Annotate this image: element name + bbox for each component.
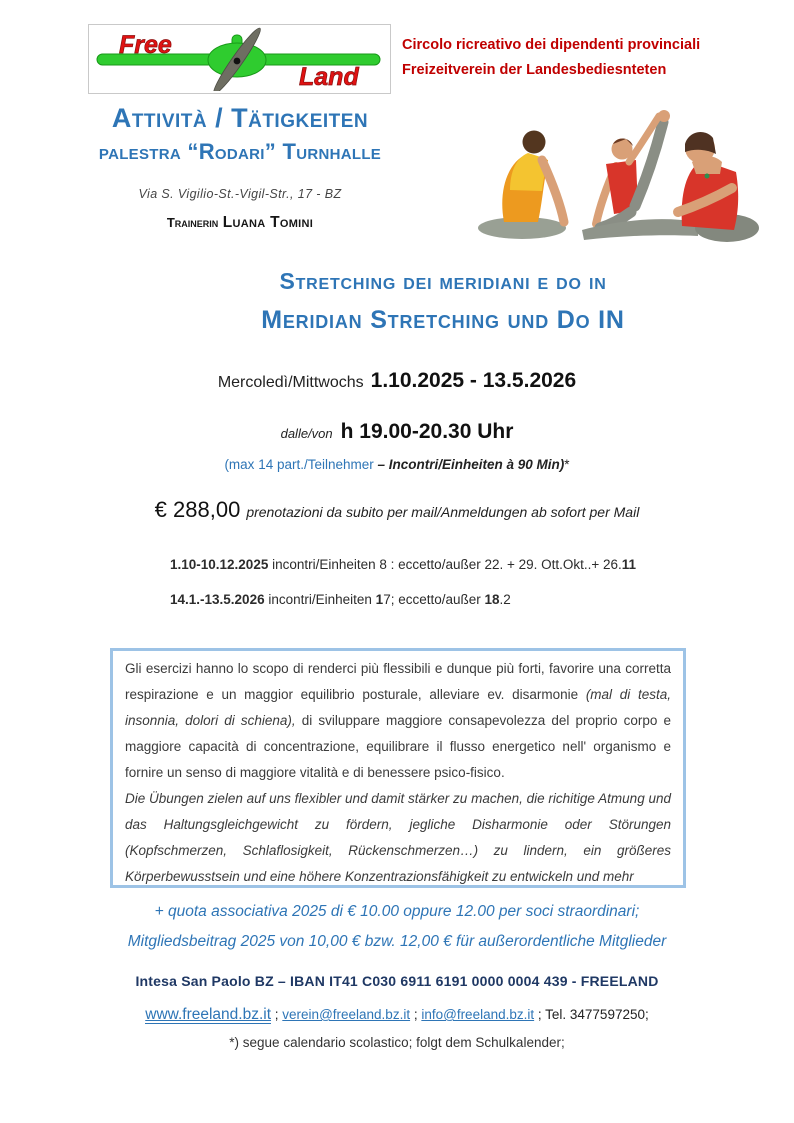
course-time-line: [0, 420, 794, 444]
yoga-people-illustration: [430, 102, 762, 250]
bank-info: Intesa San Paolo BZ – IBAN IT41 C030 6911 6191 0000 0004 439 - FREELAND: [135, 973, 659, 989]
trainer-name: Luana Tomini: [222, 214, 314, 231]
phone-number: Tel. 3477597250;: [545, 1007, 649, 1022]
booking-note: prenotazioni da subito per mail/Anmeldungen ab sofort per Mail: [246, 504, 640, 520]
stretching-photo: [430, 102, 762, 250]
weekday-label: Mercoledì/Mittwochs: [217, 374, 364, 391]
membership-fee-italian: + quota associativa 2025 di € 10.00 oppure 12.00 per soci straordinari;: [154, 903, 640, 920]
date-range: 1.10.2025 - 13.5.2026: [370, 369, 577, 392]
course-title-german: Meridian Stretching und Do IN: [261, 306, 625, 334]
organization-name-italian: Circolo ricreativo dei dipendenti provinciali: [402, 37, 701, 53]
price-line: [0, 497, 794, 523]
figure-left: [478, 131, 566, 240]
participants-note: (max 14 part./Teilnehmer – Incontri/Einheiten à 90 Min)*: [224, 457, 570, 472]
website-link[interactable]: www.freeland.bz.it: [145, 1006, 272, 1023]
info-email-link[interactable]: info@freeland.bz.it: [421, 1007, 535, 1022]
time-value: h 19.00-20.30 Uhr: [340, 420, 514, 443]
organization-name: [402, 33, 772, 83]
gym-heading: palestra “Rodari” Turnhalle: [98, 139, 382, 164]
logo-word-free: Free: [119, 31, 172, 59]
figure-middle: [596, 110, 670, 228]
separator: ;: [534, 1007, 546, 1022]
description-box: [110, 648, 686, 888]
organization-name-german: Freizeitverein der Landesbediesnteten: [402, 62, 667, 78]
price-amount: € 288,00: [154, 497, 241, 522]
description-italian: Gli esercizi hanno lo scopo di renderci più flessibili e dunque più forti, favorire una corretta respirazione e un maggior equilibrio posturale, alleviare ev. disarmonie (mal di testa, insonnia, dolori di schiena), di sviluppare maggiore consapevolezza del proprio corpo e maggiore capacità di concentrazione, equilibrare il flusso energetico nell' organismo e fornire un senso di maggiore vitalità e di benessere psico-fisico.: [125, 661, 671, 780]
course-dates-line: [0, 369, 794, 393]
schedule-period-2: 14.1.-13.5.2026 incontri/Einheiten 17; eccetto/außer 18.2: [170, 592, 511, 607]
verein-email-link[interactable]: verein@freeland.bz.it: [282, 1007, 411, 1022]
contact-line: [0, 1006, 794, 1024]
activity-heading: Attività / Tätigkeiten: [111, 103, 369, 133]
description-german: Die Übungen zielen auf uns flexibler und damit stärker zu machen, die richitige Atmung und das Haltungsgleichgewicht zu fördern, jegliche Disharmonie oder Störungen (Kopfschmerzen, Schlaflosigkeit, Rückenschmerzen…) zu lindern, ein größeres Körperbewusstsein und eine höhere Konzentrazionsfähigkeit zu entwickeln und mehr: [125, 791, 671, 884]
freeland-logo: [88, 24, 391, 94]
separator: ;: [410, 1007, 422, 1022]
trainer-line: [20, 214, 460, 232]
membership-fee: [0, 897, 794, 957]
time-label: dalle/von: [280, 426, 333, 441]
trainer-label: Trainerin: [166, 215, 219, 230]
logo-word-land: Land: [299, 63, 359, 91]
course-title-italian: Stretching dei meridiani e do in: [279, 268, 607, 294]
venue-address: Via S. Vigilio-St.-Vigil-Str., 17 - BZ: [138, 187, 342, 201]
schedule-period-1: 1.10-10.12.2025 incontri/Einheiten 8 : eccetto/außer 22. + 29. Ott.Okt..+ 26.11: [170, 557, 637, 572]
separator: ;: [271, 1007, 283, 1022]
airplane-logo-icon: [89, 25, 388, 91]
calendar-footnote: *) segue calendario scolastico; folgt dem Schulkalender;: [229, 1035, 565, 1050]
membership-fee-german: Mitgliedsbeitrag 2025 von 10,00 € bzw. 12,00 € für außerordentliche Mitglieder: [127, 933, 667, 950]
